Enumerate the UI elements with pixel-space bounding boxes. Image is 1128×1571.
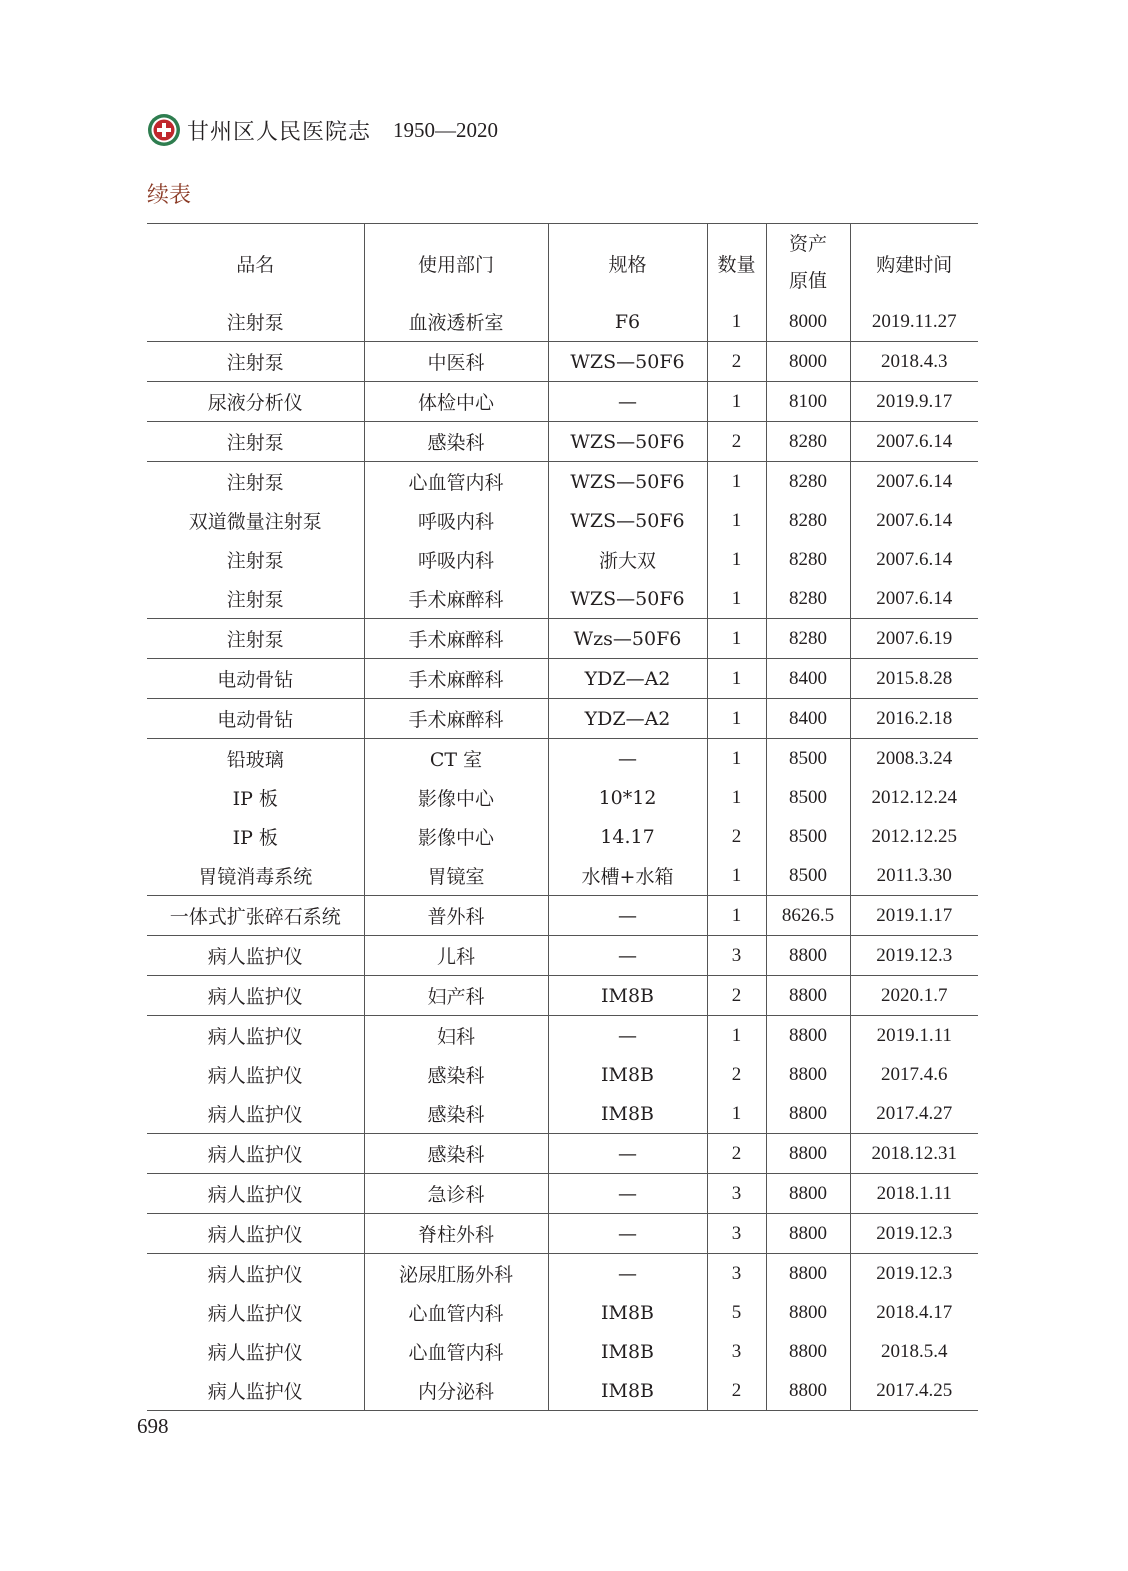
cell-asset-value: 8800 [766,1214,850,1254]
cell-purchase-date: 2020.1.7 [850,976,978,1016]
col-header-name: 品名 [147,224,364,303]
cell-asset-value: 8400 [766,699,850,739]
cell-department: 急诊科 [364,1174,548,1214]
cell-spec: WZS—50F6 [548,501,707,540]
cell-name: 双道微量注射泵 [147,501,364,540]
cell-asset-value: 8000 [766,342,850,382]
cell-quantity: 1 [707,659,766,699]
page-number: 698 [137,1414,169,1438]
cell-department: 体检中心 [364,382,548,422]
table-row [147,619,978,659]
cell-purchase-date: 2015.8.28 [850,659,978,699]
col-header-quantity: 数量 [707,224,766,303]
cell-spec: 水槽+水箱 [548,856,707,896]
cell-quantity: 2 [707,817,766,856]
cell-asset-value: 8000 [766,302,850,342]
cell-department: 妇科 [364,1016,548,1056]
running-header [147,112,498,148]
table-row [147,739,978,779]
cell-department: 手术麻醉科 [364,579,548,619]
cell-asset-value: 8500 [766,739,850,779]
table-row [147,936,978,976]
cell-name: 病人监护仪 [147,1174,364,1214]
cell-purchase-date: 2007.6.19 [850,619,978,659]
cell-quantity: 1 [707,540,766,579]
cell-asset-value: 8280 [766,462,850,502]
cell-spec: YDZ—A2 [548,659,707,699]
cell-spec: — [548,896,707,936]
cell-spec: IM8B [548,1371,707,1411]
cell-asset-value: 8800 [766,936,850,976]
cell-department: 影像中心 [364,817,548,856]
cell-spec: Wzs—50F6 [548,619,707,659]
table-row [147,1214,978,1254]
cell-quantity: 1 [707,382,766,422]
cell-asset-value: 8400 [766,659,850,699]
cell-department: 感染科 [364,1134,548,1174]
cell-department: 普外科 [364,896,548,936]
cell-purchase-date: 2018.4.3 [850,342,978,382]
cell-department: 心血管内科 [364,1293,548,1332]
cell-name: 尿液分析仪 [147,382,364,422]
cell-quantity: 1 [707,1016,766,1056]
cell-department: 中医科 [364,342,548,382]
cell-quantity: 1 [707,856,766,896]
cell-asset-value: 8800 [766,1293,850,1332]
cell-quantity: 1 [707,501,766,540]
cell-purchase-date: 2019.12.3 [850,1254,978,1294]
cell-purchase-date: 2017.4.27 [876,1102,953,1124]
hospital-logo-icon [147,113,181,147]
cell-name: 病人监护仪 [147,1293,364,1332]
cell-name: 胃镜消毒系统 [147,856,364,896]
table-row [147,699,978,739]
cell-department: 妇产科 [364,976,548,1016]
cell-quantity: 1 [707,302,766,342]
cell-purchase-date: 2018.12.31 [850,1134,978,1174]
cell-quantity: 3 [707,1174,766,1214]
cell-purchase-date: 2007.6.14 [876,548,953,570]
cell-department: 泌尿肛肠外科 [364,1254,548,1294]
asset-header-line1: 资产 [788,233,827,255]
cell-name: 病人监护仪 [147,1371,364,1411]
cell-asset-value: 8800 [766,1332,850,1371]
cell-asset-value: 8626.5 [766,896,850,936]
cell-department: 脊柱外科 [364,1214,548,1254]
cell-quantity: 3 [707,1332,766,1371]
cell-spec: IM8B [548,1055,707,1094]
cell-purchase-date: 2018.1.11 [850,1174,978,1214]
cell-name: 电动骨钻 [147,699,364,739]
cell-asset-value: 8800 [766,1254,850,1294]
cell-spec: — [548,1134,707,1174]
table-row [147,540,978,579]
cell-purchase-date: 2018.4.17 [876,1301,953,1323]
cell-spec: — [548,1174,707,1214]
cell-spec: — [548,382,707,422]
cell-purchase-date: 2008.3.24 [850,739,978,779]
cell-asset-value: 8500 [766,778,850,817]
cell-purchase-date: 2019.11.27 [871,310,957,332]
cell-name: 注射泵 [147,619,364,659]
cell-quantity: 2 [707,342,766,382]
cell-quantity: 1 [707,619,766,659]
cell-department: 内分泌科 [364,1371,548,1411]
cell-spec: IM8B [548,1293,707,1332]
table-row [147,1332,978,1371]
cell-spec: — [548,1016,707,1056]
cell-purchase-date: 2016.2.18 [850,699,978,739]
table-body [147,302,978,1411]
table-row [147,1174,978,1214]
table-row [147,1371,978,1411]
cell-asset-value: 8280 [766,422,850,462]
cell-purchase-date: 2019.1.11 [850,1016,978,1056]
table-row [147,817,978,856]
equipment-table [147,223,978,1411]
cell-department: 心血管内科 [364,1332,548,1371]
cell-quantity: 2 [707,976,766,1016]
cell-asset-value: 8280 [766,619,850,659]
cell-department: 呼吸内科 [364,540,548,579]
cell-spec: — [548,1214,707,1254]
table-row [147,342,978,382]
cell-department: 血液透析室 [364,302,548,342]
cell-department: 感染科 [364,1094,548,1134]
cell-quantity: 3 [707,1214,766,1254]
cell-spec: WZS—50F6 [548,462,707,502]
col-header-purchase-date: 购建时间 [850,224,978,303]
cell-quantity: 5 [707,1293,766,1332]
cell-name: IP 板 [147,817,364,856]
cell-spec: WZS—50F6 [548,579,707,619]
cell-asset-value: 8800 [766,1174,850,1214]
cell-department: 感染科 [364,1055,548,1094]
cell-asset-value: 8500 [766,817,850,856]
table-row [147,1134,978,1174]
cell-spec: — [548,739,707,779]
cell-purchase-date: 2017.4.25 [850,1371,978,1411]
cell-quantity: 1 [707,896,766,936]
cell-spec: — [548,1254,707,1294]
cell-quantity: 1 [707,579,766,619]
cell-spec: IM8B [548,1332,707,1371]
table-header-row [147,224,978,303]
table-row [147,462,978,502]
cell-name: IP 板 [147,778,364,817]
cell-department: 手术麻醉科 [364,659,548,699]
cell-name: 病人监护仪 [147,1214,364,1254]
cell-spec: WZS—50F6 [548,422,707,462]
cell-department: CT 室 [364,739,548,779]
table-row [147,1016,978,1056]
table-row [147,778,978,817]
cell-purchase-date: 2007.6.14 [850,422,978,462]
cell-purchase-date: 2007.6.14 [876,587,953,609]
continued-table-label: 续表 [147,183,192,208]
cell-name: 病人监护仪 [147,1094,364,1134]
cell-name: 病人监护仪 [147,976,364,1016]
cell-quantity: 2 [707,1134,766,1174]
cell-name: 注射泵 [147,462,364,502]
cell-purchase-date: 2017.4.6 [881,1063,948,1085]
cell-asset-value: 8800 [766,976,850,1016]
cell-quantity: 1 [707,699,766,739]
cell-name: 病人监护仪 [147,1055,364,1094]
cell-purchase-date: 2018.5.4 [881,1340,948,1362]
cell-spec: 10*12 [548,778,707,817]
table-row [147,1254,978,1294]
cell-spec: — [548,936,707,976]
cell-quantity: 2 [707,422,766,462]
cell-quantity: 3 [707,936,766,976]
cell-purchase-date: 2007.6.14 [850,462,978,502]
cell-department: 儿科 [364,936,548,976]
book-years: 1950—2020 [393,117,499,142]
cell-name: 注射泵 [147,342,364,382]
cell-quantity: 2 [707,1055,766,1094]
cell-asset-value: 8800 [766,1134,850,1174]
cell-name: 电动骨钻 [147,659,364,699]
cell-name: 病人监护仪 [147,1016,364,1056]
cell-purchase-date: 2019.1.17 [850,896,978,936]
table-row [147,1094,978,1134]
cell-purchase-date: 2019.9.17 [850,382,978,422]
cell-spec: 浙大双 [548,540,707,579]
cell-quantity: 3 [707,1254,766,1294]
cell-spec: 14.17 [548,817,707,856]
table-row [147,1055,978,1094]
cell-asset-value: 8500 [766,856,850,896]
cell-purchase-date: 2007.6.14 [876,509,953,531]
cell-purchase-date: 2019.12.3 [850,1214,978,1254]
book-title: 甘州区人民医院志 [187,119,372,145]
cell-spec: YDZ—A2 [548,699,707,739]
table-row [147,896,978,936]
cell-asset-value: 8800 [766,1094,850,1134]
cell-name: 注射泵 [147,302,364,342]
table-row [147,1293,978,1332]
cell-department: 手术麻醉科 [364,699,548,739]
cell-name: 注射泵 [147,540,364,579]
cell-spec: IM8B [548,976,707,1016]
col-header-spec: 规格 [548,224,707,303]
cell-purchase-date: 2011.3.30 [876,864,952,886]
cell-asset-value: 8280 [766,579,850,619]
cell-department: 呼吸内科 [364,501,548,540]
cell-name: 病人监护仪 [147,1254,364,1294]
cell-department: 感染科 [364,422,548,462]
cell-name: 一体式扩张碎石系统 [147,896,364,936]
cell-department: 胃镜室 [364,856,548,896]
cell-spec: WZS—50F6 [548,342,707,382]
cell-purchase-date: 2012.12.25 [871,825,957,847]
cell-name: 病人监护仪 [147,1134,364,1174]
cell-quantity: 1 [707,1094,766,1134]
cell-asset-value: 8280 [766,501,850,540]
cell-quantity: 1 [707,462,766,502]
cell-purchase-date: 2012.12.24 [871,786,957,808]
table-row [147,382,978,422]
cell-department: 心血管内科 [364,462,548,502]
cell-quantity: 2 [707,1371,766,1411]
table-row [147,422,978,462]
cell-name: 铅玻璃 [147,739,364,779]
cell-department: 影像中心 [364,778,548,817]
col-header-asset-value [766,224,850,303]
cell-spec: F6 [548,302,707,342]
cell-department: 手术麻醉科 [364,619,548,659]
cell-name: 注射泵 [147,579,364,619]
cell-quantity: 1 [707,739,766,779]
table-row [147,659,978,699]
table-row [147,302,978,342]
cell-name: 病人监护仪 [147,936,364,976]
cell-quantity: 1 [707,778,766,817]
table-row [147,579,978,619]
cell-asset-value: 8280 [766,540,850,579]
cell-name: 病人监护仪 [147,1332,364,1371]
cell-purchase-date: 2019.12.3 [850,936,978,976]
cell-name: 注射泵 [147,422,364,462]
table-row [147,856,978,896]
table-row [147,976,978,1016]
cell-spec: IM8B [548,1094,707,1134]
cell-asset-value: 8100 [766,382,850,422]
col-header-department: 使用部门 [364,224,548,303]
asset-header-line2: 原值 [788,270,827,292]
cell-asset-value: 8800 [766,1016,850,1056]
cell-asset-value: 8800 [766,1371,850,1411]
cell-asset-value: 8800 [766,1055,850,1094]
table-row [147,501,978,540]
